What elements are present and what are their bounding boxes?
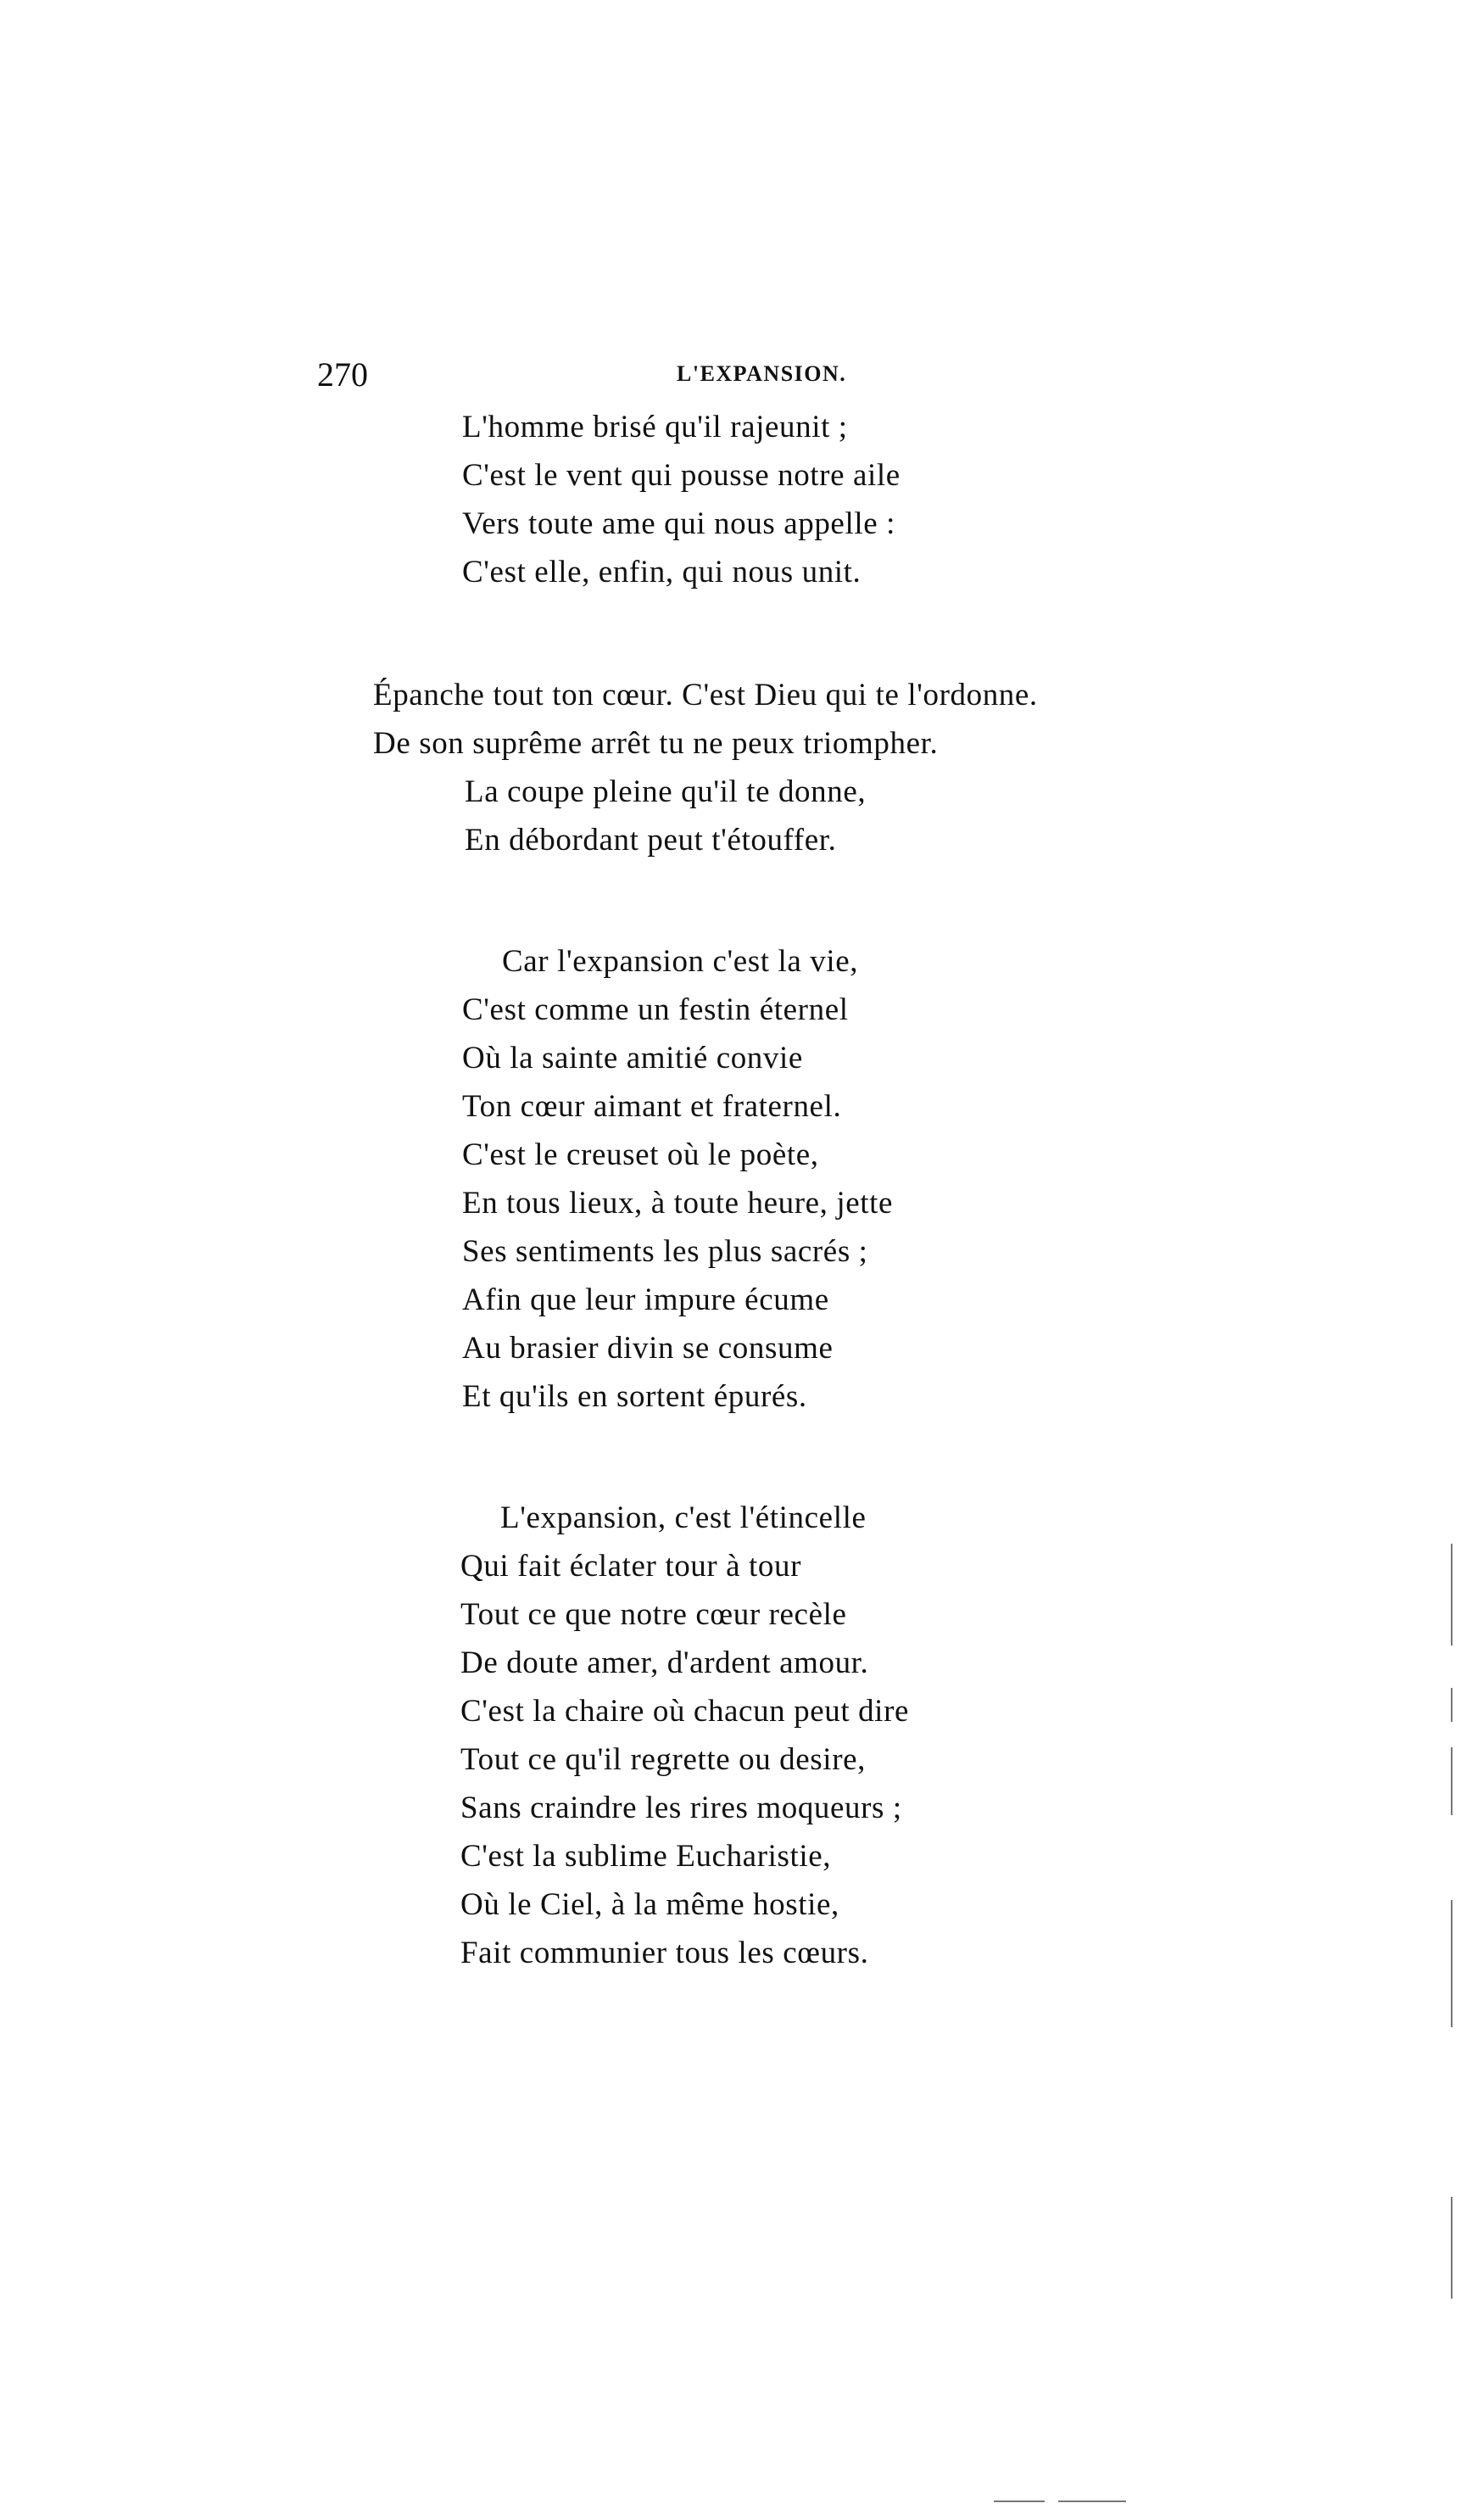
verse-line: C'est la chaire où chacun peut dire (460, 1694, 910, 1729)
verse-line: Vers toute ame qui nous appelle : (462, 506, 895, 541)
verse-line: Épanche tout ton cœur. C'est Dieu qui te l'ordonne. (373, 678, 1038, 712)
running-title: L'EXPANSION. (677, 361, 847, 386)
verse-line: C'est le vent qui pousse notre aile (462, 458, 901, 493)
verse-line: La coupe pleine qu'il te donne, (465, 774, 867, 809)
scan-edge-mark (1451, 1747, 1453, 1815)
verse-line: Où le Ciel, à la même hostie, (460, 1887, 839, 1922)
scan-edge-mark (994, 2500, 1045, 2502)
verse-line: Sans craindre les rires moqueurs ; (460, 1791, 902, 1825)
verse-line: C'est elle, enfin, qui nous unit. (462, 555, 862, 589)
verse-line: En tous lieux, à toute heure, jette (462, 1186, 894, 1221)
page-number: 270 (317, 355, 368, 394)
verse-line: C'est la sublime Eucharistie, (460, 1839, 832, 1874)
verse-line: Tout ce que notre cœur recèle (460, 1597, 847, 1632)
verse-line: Et qu'ils en sortent épurés. (462, 1379, 807, 1414)
verse-line: Fait communier tous les cœurs. (460, 1936, 869, 1970)
verse-line: Ses sentiments les plus sacrés ; (462, 1234, 868, 1269)
scan-edge-mark (1058, 2500, 1126, 2502)
verse-line: Au brasier divin se consume (462, 1331, 834, 1366)
verse-line: Tout ce qu'il regrette ou desire, (460, 1742, 866, 1777)
verse-line: De son suprême arrêt tu ne peux triompher. (373, 726, 939, 761)
verse-line: Ton cœur aimant et fraternel. (462, 1089, 842, 1124)
verse-line: C'est le creuset où le poète, (462, 1137, 819, 1172)
scan-edge-mark (1451, 1688, 1453, 1722)
scan-edge-mark (1451, 1900, 1453, 2027)
verse-line: En débordant peut t'étouffer. (465, 823, 837, 858)
verse-line: L'expansion, c'est l'étincelle (500, 1500, 867, 1535)
verse-line: Car l'expansion c'est la vie, (502, 944, 859, 979)
verse-line: Afin que leur impure écume (462, 1282, 829, 1317)
scan-edge-mark (1451, 1544, 1453, 1646)
verse-line: C'est comme un festin éternel (462, 992, 849, 1027)
verse-line: L'homme brisé qu'il rajeunit ; (462, 410, 848, 444)
verse-line: De doute amer, d'ardent amour. (460, 1646, 869, 1680)
verse-line: Où la sainte amitié convie (462, 1041, 803, 1076)
scan-edge-mark (1451, 2197, 1453, 2299)
verse-line: Qui fait éclater tour à tour (460, 1549, 802, 1584)
